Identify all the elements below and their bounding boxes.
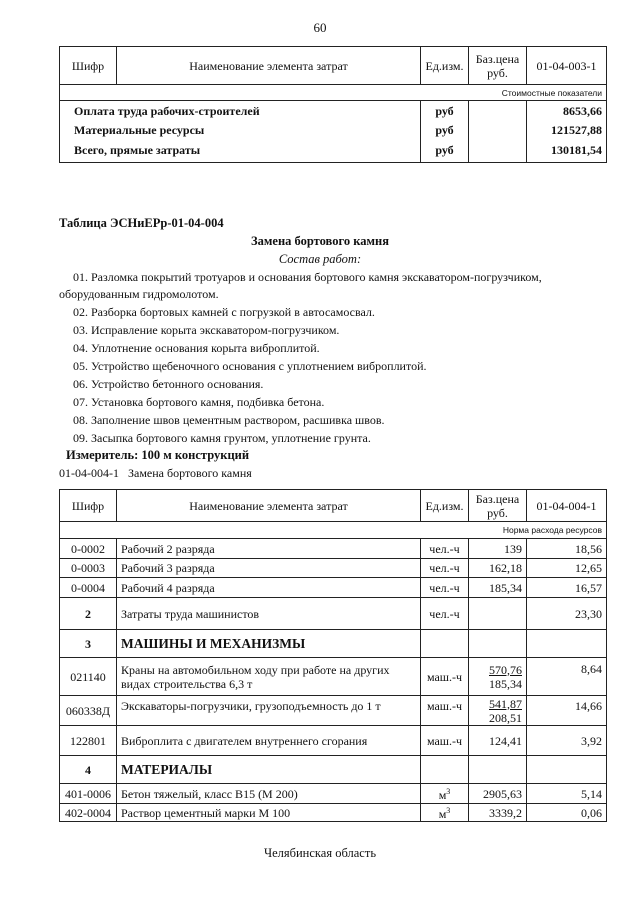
cost-row-unit: руб <box>421 139 469 163</box>
row-name: Виброплита с двигателем внутреннего сгорания <box>117 726 421 756</box>
table-row <box>60 784 607 804</box>
row-code: 0-0004 <box>60 578 117 598</box>
table-row <box>60 756 607 784</box>
row-norm: 14,66 <box>527 696 607 726</box>
row-name: Рабочий 3 разряда <box>117 559 421 578</box>
cost-row-value: 121527,88 <box>527 121 607 139</box>
section-heading: Замена бортового камня <box>251 234 389 248</box>
cost-row-unit: руб <box>421 121 469 139</box>
item-code: 01-04-004-1 <box>59 466 119 480</box>
measure-line: Измеритель: 100 м конструкций <box>66 448 250 462</box>
row-norm: 8,64 <box>527 658 607 696</box>
cost-row-name: Оплата труда рабочих-строителей <box>60 101 421 121</box>
cost-row-value: 130181,54 <box>527 139 607 163</box>
table-row <box>60 658 607 696</box>
row-norm: 23,30 <box>527 598 607 630</box>
page-footer: Челябинская область <box>263 846 377 860</box>
table-row <box>60 804 607 822</box>
row-unit: маш.-ч <box>421 726 469 756</box>
row-name: Затраты труда машинистов <box>117 598 421 630</box>
row-norm: 16,57 <box>527 578 607 598</box>
row-price: 3339,2 <box>469 804 527 822</box>
row-name: Краны на автомобильном ходу при работе на других видах строительства 6,3 т <box>117 658 421 696</box>
row-unit: чел.-ч <box>421 598 469 630</box>
cost-row-unit: руб <box>421 101 469 121</box>
table-row <box>60 578 607 598</box>
row-norm: 18,56 <box>527 539 607 559</box>
row-name: Рабочий 4 разряда <box>117 578 421 598</box>
row-name: Экскаваторы-погрузчики, грузоподъемность до 1 т <box>117 696 421 726</box>
header-price: Баз.цена руб. <box>469 490 527 522</box>
row-code: 021140 <box>60 658 117 696</box>
row-code: 0-0002 <box>60 539 117 559</box>
work-item: 05. Устройство щебеночного основания с уплотнением виброплитой. <box>73 359 427 373</box>
header-code: Шифр <box>60 490 117 522</box>
header-col-id: 01-04-003-1 <box>527 47 607 85</box>
section-label: Стоимостные показатели <box>60 85 607 101</box>
header-price: Баз.цена руб. <box>469 47 527 85</box>
work-item: оборудованным гидромолотом. <box>59 287 219 301</box>
work-item: 02. Разборка бортовых камней с погрузкой в автосамосвал. <box>73 305 375 319</box>
row-unit: чел.-ч <box>421 539 469 559</box>
row-code: 401-0006 <box>60 784 117 804</box>
row-price: 185,34 <box>469 578 527 598</box>
table-row <box>60 559 607 578</box>
row-code: 2 <box>60 598 117 630</box>
work-item: 06. Устройство бетонного основания. <box>73 377 264 391</box>
row-code: 3 <box>60 630 117 658</box>
header-name: Наименование элемента затрат <box>117 47 421 85</box>
table-title: Таблица ЭСНиЕРр-01-04-004 <box>59 216 224 230</box>
row-code: 4 <box>60 756 117 784</box>
row-price: 124,41 <box>469 726 527 756</box>
table-row <box>60 539 607 559</box>
work-item: 04. Уплотнение основания корыта виброплитой. <box>73 341 320 355</box>
row-norm: 3,92 <box>527 726 607 756</box>
item-line <box>59 466 252 481</box>
row-name: Бетон тяжелый, класс В15 (М 200) <box>117 784 421 804</box>
work-item: 07. Установка бортового камня, подбивка бетона. <box>73 395 325 409</box>
row-code: 122801 <box>60 726 117 756</box>
group-heading: МАТЕРИАЛЫ <box>117 756 421 784</box>
top-cost-table <box>59 46 607 163</box>
row-code: 060338Д <box>60 696 117 726</box>
row-code: 402-0004 <box>60 804 117 822</box>
row-name: Рабочий 2 разряда <box>117 539 421 559</box>
table-row <box>60 696 607 726</box>
cost-row-name: Всего, прямые затраты <box>60 139 421 163</box>
row-unit: $м^3$ <box>421 804 469 822</box>
header-unit: Ед.изм. <box>421 490 469 522</box>
table-row <box>60 630 607 658</box>
row-unit: маш.-ч <box>421 658 469 696</box>
work-item: 03. Исправление корыта экскаватором-погрузчиком. <box>73 323 340 337</box>
row-norm: 5,14 <box>527 784 607 804</box>
row-price: 162,18 <box>469 559 527 578</box>
row-unit: $м^3$ <box>421 784 469 804</box>
table-row <box>60 598 607 630</box>
row-unit: чел.-ч <box>421 559 469 578</box>
resources-table <box>59 489 607 822</box>
work-item: 01. Разломка покрытий тротуаров и основания бортового камня экскаватором-погрузчиком, <box>73 270 542 284</box>
cost-row-name: Материальные ресурсы <box>60 121 421 139</box>
section-label: Норма расхода ресурсов <box>60 522 607 539</box>
header-unit: Ед.изм. <box>421 47 469 85</box>
row-norm: 0,06 <box>527 804 607 822</box>
page-number: 60 <box>313 20 327 35</box>
section-subheading: Состав работ: <box>278 252 362 266</box>
row-unit: чел.-ч <box>421 578 469 598</box>
row-unit: маш.-ч <box>421 696 469 726</box>
row-price: 139 <box>469 539 527 559</box>
header-code: Шифр <box>60 47 117 85</box>
table-row <box>60 726 607 756</box>
work-item: 09. Засыпка бортового камня грунтом, уплотнение грунта. <box>73 431 371 445</box>
row-price: 2905,63 <box>469 784 527 804</box>
row-price: 541,87 208,51 <box>469 696 527 726</box>
row-code: 0-0003 <box>60 559 117 578</box>
work-item: 08. Заполнение швов цементным раствором, расшивка швов. <box>73 413 385 427</box>
row-price: 570,76 185,34 <box>469 658 527 696</box>
cost-row-value: 8653,66 <box>527 101 607 121</box>
item-name: Замена бортового камня <box>128 466 252 480</box>
header-name: Наименование элемента затрат <box>117 490 421 522</box>
header-col-id: 01-04-004-1 <box>527 490 607 522</box>
group-heading: МАШИНЫ И МЕХАНИЗМЫ <box>117 630 421 658</box>
row-name: Раствор цементный марки М 100 <box>117 804 421 822</box>
row-norm: 12,65 <box>527 559 607 578</box>
